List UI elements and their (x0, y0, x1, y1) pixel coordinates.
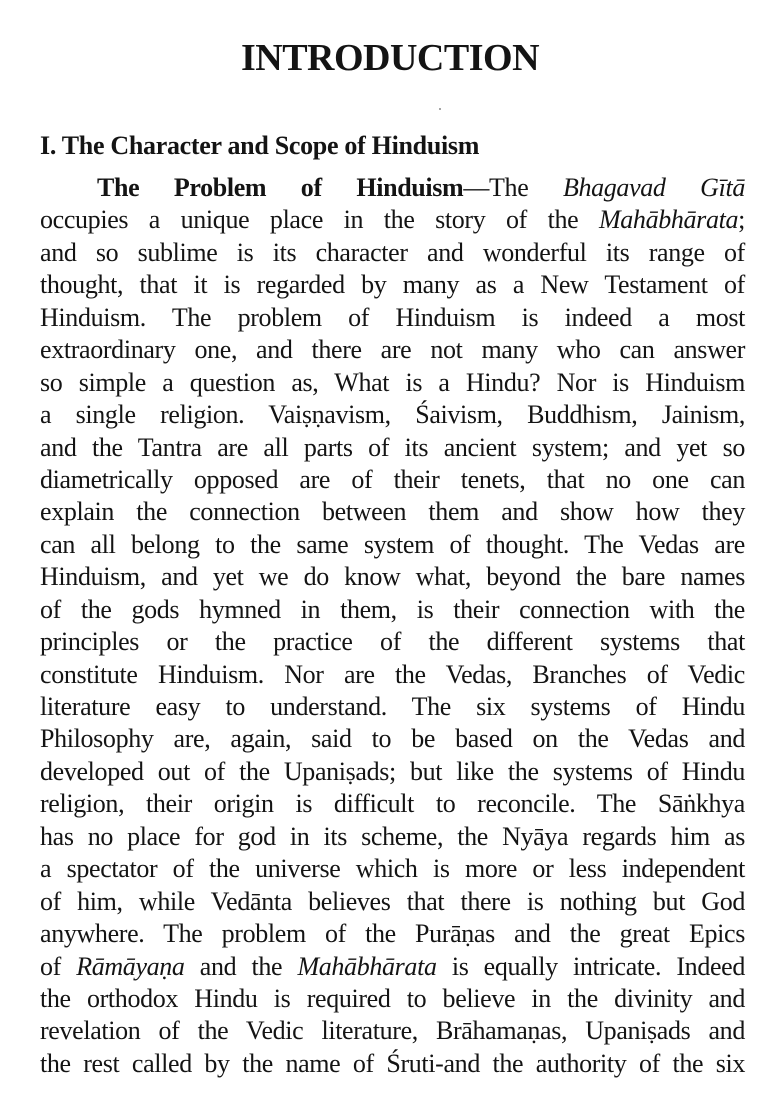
text-run: literature easy to understand. The six systems of Hindu (40, 692, 745, 721)
text-run: has no place for god in its scheme, the Nyāya regards him as (40, 821, 745, 851)
text-run: of him, while Vedānta believes that there is nothing but God (40, 886, 745, 916)
text-line (40, 269, 745, 301)
text-line (40, 334, 745, 366)
text-line (40, 172, 745, 204)
speck-mark (439, 108, 441, 110)
text-line (40, 529, 745, 561)
text-line (40, 788, 745, 820)
page-title: INTRODUCTION (240, 37, 540, 79)
text-line (40, 886, 745, 918)
text-run: and the Tantra are all parts of its ancient system; and yet so (40, 432, 745, 462)
text-line (40, 918, 745, 950)
text-line (40, 723, 745, 755)
text-run: of the gods hymned in them, is their connection with the (40, 594, 745, 624)
text-run: Philosophy are, again, said to be based on the Vedas and (40, 724, 745, 754)
text-run: so simple a question as, What is a Hindu? Nor is Hinduism (40, 367, 745, 397)
text-run: can all belong to the same system of thought. The Vedas are (40, 529, 745, 559)
text-run: the rest called by the name of Śruti-and the authority of the six (40, 1048, 745, 1078)
text-line (40, 302, 745, 334)
text-run: diametrically opposed are of their tenets, that no one can (40, 464, 745, 494)
italic-title: Bhagavad Gītā (562, 173, 745, 202)
text-line (40, 1015, 745, 1047)
text-line (40, 237, 745, 269)
text-line (40, 853, 745, 885)
text-line (40, 496, 745, 528)
text-line (40, 691, 745, 723)
text-line (40, 951, 745, 983)
text-run: anywhere. The problem of the Purāṇas and the great Epics (40, 919, 745, 949)
text-run: of (40, 951, 77, 981)
text-line (40, 659, 745, 691)
text-run: developed out of the Upaniṣads; but like the systems of Hindu (40, 756, 745, 786)
text-run: ; (738, 205, 745, 235)
text-run: is equally intricate. Indeed (436, 951, 746, 981)
body-paragraph (40, 172, 745, 1080)
text-line (40, 626, 745, 658)
text-run: explain the connection between them and show how they (40, 497, 745, 527)
text-line (40, 464, 745, 496)
text-run: thought, that it is regarded by many as a New Testament of (40, 270, 745, 300)
italic-title: Mahābhārata (297, 951, 437, 981)
text-run: the orthodox Hindu is required to believe in the divinity and (40, 983, 745, 1013)
text-run: —The (463, 173, 563, 202)
text-run: revelation of the Vedic literature, Brāhamaṇas, Upaniṣads and (40, 1016, 745, 1046)
text-run: Hinduism. The problem of Hinduism is indeed a most (40, 302, 745, 332)
text-run: a single religion. Vaiṣṇavism, Śaivism, Buddhism, Jainism, (40, 400, 745, 430)
text-line (40, 399, 745, 431)
text-line (40, 821, 745, 853)
text-line (40, 561, 745, 593)
text-run: principles or the practice of the different systems that (40, 627, 745, 657)
text-run: and the (184, 951, 298, 981)
text-run: Hinduism, and yet we do know what, beyond the bare names (40, 562, 745, 592)
text-line (40, 594, 745, 626)
text-run: religion, their origin is difficult to reconcile. The Sāṅkhya (40, 789, 745, 819)
text-run: a spectator of the universe which is more or less independent (40, 854, 745, 884)
italic-title: Mahābhārata (598, 205, 739, 235)
text-run: and so sublime is its character and wonderful its range of (40, 237, 745, 267)
run-in-heading: The Problem of Hinduism (97, 173, 464, 202)
text-run: extraordinary one, and there are not many who can answer (40, 335, 745, 365)
text-line (40, 983, 745, 1015)
text-run: occupies a unique place in the story of the (40, 205, 599, 235)
text-line (40, 204, 745, 236)
text-line (40, 367, 745, 399)
section-heading: I. The Character and Scope of Hinduism (40, 131, 480, 160)
text-run: constitute Hinduism. Nor are the Vedas, Branches of Vedic (40, 659, 745, 689)
text-line (40, 756, 745, 788)
text-line (40, 432, 745, 464)
italic-title: Rāmāyaṇa (76, 951, 185, 981)
text-line (40, 1048, 745, 1080)
